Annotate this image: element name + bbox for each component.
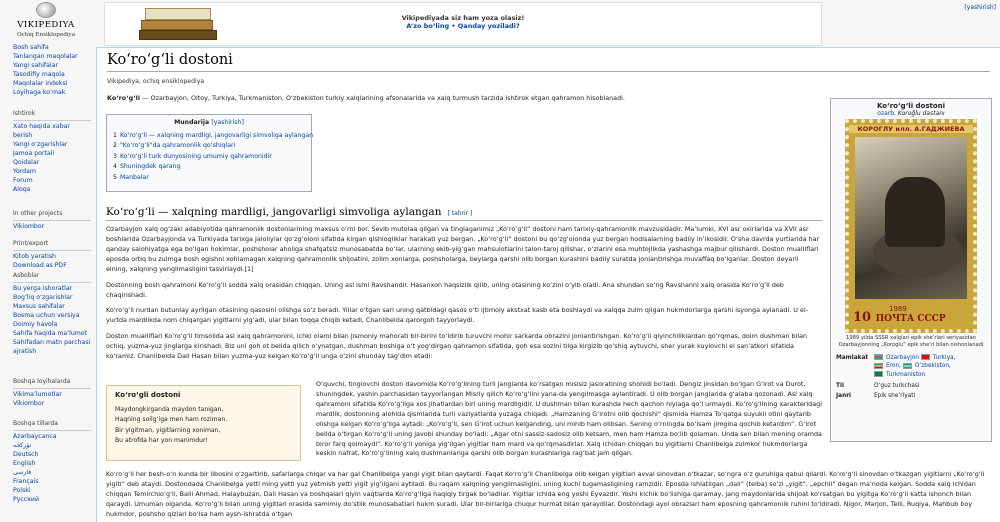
wikipedia-logo[interactable] (0, 0, 92, 38)
site-notice-banner (104, 2, 822, 46)
nav-donate[interactable]: Loyihaga ko‘mak (13, 88, 66, 96)
nav-contact[interactable]: Aloqa (13, 185, 31, 193)
nav-cite[interactable]: Sahifadan matn parchasi ajratish (13, 338, 91, 355)
poem-line: Haqning soilg‘iga men ham roziman. (115, 416, 228, 424)
lang-ru[interactable]: Русский (13, 495, 39, 503)
portal-heading: Boshqa loyihalarda (13, 378, 91, 389)
table-of-contents (106, 114, 312, 192)
iran-flag-icon (874, 363, 883, 369)
nav-portal (13, 44, 91, 98)
nav-related-changes[interactable]: Bog‘liq o‘zgarishlar (13, 293, 73, 301)
stamp-artwork (855, 137, 967, 299)
native-name: Koroğlu dastanı (897, 110, 945, 117)
lang-en[interactable]: English (13, 459, 36, 467)
poem-line: Bir yigitman, yigitlarning xoniman, (115, 426, 221, 434)
nav-wikidata[interactable]: Vikima’lumotlar (13, 390, 62, 398)
lang-pl[interactable]: Polski (13, 486, 31, 494)
nav-rules[interactable]: Qoidalar (13, 158, 40, 166)
toc-item[interactable]: 3 Ko‘ro‘g‘li turk dunyosining umumiy qahramonidir (113, 152, 272, 160)
nav-commons-2[interactable]: Vikiombor (13, 399, 45, 407)
lang-de[interactable]: Deutsch (13, 450, 39, 458)
portal-heading: Asboblar (13, 272, 91, 283)
toc-title: Mundarija (174, 119, 210, 126)
portal-heading: In other projects (13, 210, 91, 221)
lang-fa[interactable]: فارسی (13, 468, 32, 476)
nav-page-info[interactable]: Sahifa haqida ma’lumot (13, 329, 88, 337)
nav-help[interactable]: Yordam (13, 167, 36, 175)
stamp-year: 1989 (889, 305, 907, 313)
banner-headline: Vikipediyada siz ham yoza olasiz! (401, 14, 525, 22)
sidebar (0, 0, 92, 522)
nav-create-book[interactable]: Kitob yaratish (13, 252, 56, 260)
nav-what-links-here[interactable]: Bu yerga ishoratlar (13, 284, 73, 292)
other-projects-portal (13, 210, 91, 232)
nav-main-page[interactable]: Bosh sahifa (13, 44, 49, 51)
page-title: Ko‘ro‘g‘li dostoni (107, 52, 990, 72)
nav-forum[interactable]: Forum (13, 176, 33, 184)
nav-random[interactable]: Tasodifiy maqola (13, 70, 65, 78)
toc-item[interactable]: 5 Manbalar (113, 173, 149, 181)
languages-portal (13, 420, 91, 505)
nav-community[interactable]: Jamoa portali (13, 149, 55, 157)
country-link[interactable]: Ozarbayjon (886, 354, 920, 361)
toc-header (113, 118, 305, 129)
intro-text: — Ozarbayjon, Oltoy, Turkiya, Turkmaniston, O‘zbekiston turkiy xalqlarining afsonalarida va xalq turmush tarzida ishtirok etgan qahramon hisoblanadi. (140, 94, 625, 102)
toc-item[interactable]: 4 Shuningdek qarang (113, 163, 181, 171)
lang-az[interactable]: Azərbaycanca (13, 432, 57, 440)
infobox-row (834, 391, 988, 402)
paragraph: Dostonning bosh qahramoni Ko‘ro‘g‘li sodda xalq orasidan chiqqan. Uning asl ismi Ravshandir. Hasanxon haqsizlik qilib, uning otasining ko‘zini o‘yib oladi. Ana shundan so‘ng Ravshanni xalq orasida Ko‘ro‘g‘li deb chaqirishadi. (106, 280, 784, 299)
toc-item[interactable]: 1 Ko‘ro‘g‘li — xalqning mardligi, jangovarligi simvoliga aylangan (113, 131, 314, 139)
hide-banner-link[interactable]: [yashirish] (964, 4, 996, 11)
infobox-row (834, 381, 988, 392)
country-link[interactable]: O‘zbekiston, (914, 363, 951, 370)
country-link[interactable]: Turkmaniston (886, 371, 926, 378)
infobox-title: Ko‘ro‘g‘li dostoni (876, 102, 946, 110)
site-tagline: Vikipediya, ochiq ensiklopediya (107, 78, 205, 85)
nav-permalink[interactable]: Doimiy havola (13, 320, 58, 328)
infobox-value (872, 353, 988, 381)
globe-icon (36, 2, 56, 18)
infobox-value: O‘guz turkchasi (874, 382, 920, 389)
stamp-caption: 1989 yilda SSSR xalqlari epik she’rlari seriyasidan Ozarbayjonning „Koroglu“ epik she’ri bilan nishonlanadi (838, 335, 984, 349)
paragraph: Doston mualliflari Ko‘ro‘g‘li timsolida asl xalq qahramonini, ichki olami bilan jismoniy mahorati bir-birini to‘ldirib turuvchi mohir sarkarda obrazini jonlantirishgan. Ko‘ro‘g‘li qiyinchiliklardan qo‘rqmas, doim dushman bilan ochiq, yuzma-yuz jinglarga kirishadi. Biz uni goh ot belida qilich o‘ynatgan, dushman boshiga o‘t yog‘dirgan qahramon sifatida, goh esa sozini tilga kirgizib qo‘shiq aytuvchi, sher yurak kuylovchi el san’atkori sifatida ko‘ramiz. Chanlibelda Dali Hasan bilan yuzma-yuz kelgan Ko‘ro‘g‘li unga o‘zini shunday tag‘dim etadi: (106, 332, 808, 361)
nav-download-pdf[interactable]: Download as PDF (13, 261, 67, 269)
turkmenistan-flag-icon (874, 371, 883, 377)
interaction-portal (13, 110, 91, 195)
stamp-header-text: КОРОГЛУ илл. А.ГАДЖИЕВА (849, 125, 973, 133)
portal-heading: Boshqa tillarda (13, 420, 91, 431)
nav-commons[interactable]: Vikiombor (13, 222, 45, 230)
intro-paragraph (107, 94, 819, 104)
logo-tagline: Ochiq Ensiklopediya (16, 32, 76, 39)
paragraph: Ko‘ro‘g‘li nurdan butunlay ayrilgan otasining qasosini olishga so‘z beradi. Yillar o‘tgan sari uning qatbidagi qasos o‘ti ijtimoiy akstxat kasb eta boshlaydi va xalqqa zulm qilgan hukmdorlarga qarshi isyonga aylanadi. U el-yurtda mardlikda nom chiqargan yigitlarni yig‘adi, ular bilan toqqa chiqib ketadi, Chanlibelda qarorgoh tayyorlaydi. (106, 306, 809, 325)
poem-line: Maydongkirganda maydon tanigan, (115, 405, 224, 413)
portal-heading: Ishtirok (13, 110, 91, 121)
nav-printable[interactable]: Bosma uchun versiya (13, 311, 80, 319)
poem-quote-box (106, 385, 301, 461)
banner-links[interactable]: A’zo bo‘ling • Qanday yoziladi? (406, 22, 520, 30)
infobox-key: Janri (836, 393, 852, 400)
nav-featured[interactable]: Tanlangan maqolalar (13, 52, 78, 60)
infobox-value: Epik she’riyati (874, 393, 916, 400)
section-body (106, 225, 822, 385)
paragraph-full-width: Ko‘ro‘g‘li her besh-o‘n kunda bir libosini o‘zgartirib, safarlarga chiqar va har gal Chanlibelga yangi yigit bilan qaytardi. Faqat Ko‘ro‘g‘li Chanlibelga olib kelgan yigitlari avval sinovdan o‘tkazar, so‘ngra o‘z guruhiga qabul qilardi. Ko‘ro‘g‘li sinovdan o‘tkazgan yigitlarni „Ko‘ro‘g‘li yigiti“ deb ataydi. Dostondada Chanlibelga yetti ming yetti yuz yetmish yetti yigit yig‘ilgani aytiladi. Bu raqam xalqning yengilmasligini, uning kuchi tugamasligining ramzidir. Eposda ishlatilgan „dali“ (telba) so‘zi „yigit“, „epchil“ degan ma’noda kelgan. Sodda xalq ichidan chiqqan Temirchio‘g‘li, Balli Ahmad, Halaybuzan, Dali Hasan va boshqalari qiyin vaqtlarda Ko‘ro‘g‘liga haqiqiy tirgak bo‘ladilar. Yigitlar ichida eng yoshi Eyvazdir. Yoshi kichik bo‘lishiga qaramay, jang maydonlarida shijoat ko‘rsatgan bu yigitga Ko‘ro‘g‘li katta ishonch bilan qaraydi. Umuman olganda, Ko‘ro‘g‘li bilan uning yigitlari orasida samimiy do‘stlik munosabatlari hukm suradi. Ular bir-birlariga chuqur hurmat bilan qaraydilar. Dostondagi ayol obrazlari ham eposning qahramonlik ruhini to‘ldiradi. Nigor, Marjon, Telli, Ruqiya, Mahbub boy hukmdor, poshsho qizlari bo‘lsa ham aysh-ishratda o‘tgan (106, 470, 985, 518)
poem-title: Ko‘ro‘gli dostoni (115, 391, 181, 399)
toc-item[interactable]: 2 "Ko‘ro‘g‘li"da qahramonlik qo‘shiqlari (113, 142, 236, 150)
lang-azb[interactable]: تۆرکجه (13, 441, 32, 449)
infobox-key: Mamlakat (836, 354, 869, 361)
projects-portal (13, 378, 91, 409)
country-link[interactable]: Turkiya, (932, 354, 956, 361)
intro-bold: Ko‘ro‘g‘li (107, 94, 141, 102)
logo-wordmark: VIKIPEDIYA (17, 20, 75, 30)
infobox-key: Til (836, 382, 844, 389)
poem-line: Bu atrofda har yon manimdur! (115, 436, 208, 444)
edit-section-link[interactable]: [ tahrir ] (447, 210, 473, 217)
infobox (830, 98, 992, 442)
print-portal (13, 240, 91, 271)
nav-index[interactable]: Maqolalar indeksi (13, 79, 68, 87)
nav-new-pages[interactable]: Yangi sahifalar (13, 61, 58, 69)
infobox-row (834, 353, 988, 381)
lang-link[interactable]: ozarb. (877, 110, 896, 117)
paragraph: Ozarbayjon xalq og‘zaki adabiyotida qahramonlik dostonlarining maxsus o‘rni bor. Sevib mutolaa qilgan va tinglaganimiz „Ko‘ro‘g‘li“ dostoni ham tarixiy-qahramonlik mavzusidadir. Ma’lumki, XVI asr oxirlarida va XVII asr boshlarida Ozarbayjonda va Turkiyada tarixga Jaloliylar qo‘zg‘oloni sifatida kirgan qishloqliklar harakati yuz bergan. „Ko‘ro‘g‘li“ dostoni bu qo‘zg‘olonda yuz bergan hodisalarning badiiy in’ikosidir. O‘sha davrda yurtlarida har qanday salohiyatga ega bo‘lgan hokimlar, poshsholar aholiga shafqatsiz munosabatda bo‘lar, ularning ekib-yig‘gan mahsulotlarini talon-taroj qilishar, o‘zlarini esa muhtojlikda yashashga majbur qilishardi. Doston mualliflari eposda ortiq bu zulmga bosh egishni xohlamagan xalqning qahramonlik shijoatini, zolim xonlarga, poshsholarga, beylarga qarshi olib borgan kurashini badiiy suratda jonlantirishga muvaffaq bo‘lganlar. Doston deyarli elning, xalqning yengilmasligini tasvirlaydi.[1] (106, 225, 820, 273)
toc-toggle[interactable]: [yashirish] (211, 119, 244, 126)
section-heading (106, 206, 822, 221)
lang-fr[interactable]: Français (13, 477, 39, 485)
turkey-flag-icon (921, 354, 930, 360)
country-link[interactable]: Eron, (886, 363, 901, 370)
section-title: Ko‘ro‘g‘li — xalqning mardligi, jangovarligi simvoliga aylangan (106, 206, 442, 218)
azerbaijan-flag-icon (874, 354, 883, 360)
stamp-denomination: 10 ПОЧТА СССР (853, 310, 946, 325)
infobox-subtitle (834, 110, 988, 117)
portal-heading: Print/export (13, 240, 91, 251)
nav-report-error[interactable]: Xato haqida xabar berish (13, 122, 70, 139)
nav-recent-changes[interactable]: Yangi o‘zgarishlar (13, 140, 68, 148)
tools-portal (13, 272, 91, 357)
stamp-image[interactable] (845, 119, 977, 333)
paragraph-beside-poem: O‘quvchi, tinglovchi doston davomida Ko‘ro‘g‘lining turli janglarda ko‘rsatgan mislsiz jasoratining shohidi bo‘ladi. Dengiz jinsidan bo‘lgan G‘irot va Durot, shuningdek, yashin parchasidan tayyorlangan Misriy qilich Ko‘ro‘g‘lini yana-da yengilmasga aylantiradi. U olib borgan janglarida g‘alaba qozonadi. Asl xalq qahramoni sifatida Ko‘ro‘g‘liga xos jihatlardan biri uning mardligidir. U dushman bilan kurashda hech qachon hiylaga qo‘l urmaydi. Ko‘ro‘g‘lining xarakteridagi mardlik, dostonning alohida qismlarida turli vaziyatlarda yuzaga chiqadi. „Hamzaning G‘irotni olib qochishi“ qismida Hamza To‘qatga suyukli otini qaytarib olishga kelgan Ko‘ro‘g‘liga aytadi: „Ko‘ro‘g‘li, sen G‘irot uchun kelganding, uni minib ham olibsan. Sening o‘rningda bo‘lsam jimgina qochib ketardim“. G‘irot belida o‘tirgan Ko‘ro‘g‘li uning javobi shunday bo‘ladi: „Agar otni sassiz-sadosiz olib ketsam, men ham Hamza bo‘lib qolaman. Unda sen bilan mening oramda biror farq qolmaydi“. Ko‘ro‘g‘li yoniga yig‘ilgan yigitlar ham mard va qo‘rqmasdirlar. Xalq ichidan chiqqan bu yigitlarni Chanlibelga zulmkor hukmdorlarga keskin nafrat, Ko‘ro‘g‘lining xalq dushmanlariga qarshi olib borgan kurashlariga rag‘bat jam qilgan. (316, 380, 822, 458)
uzbekistan-flag-icon (903, 363, 912, 369)
nav-special-pages[interactable]: Maxsus sahifalar (13, 302, 65, 310)
infobox-table (834, 353, 988, 402)
